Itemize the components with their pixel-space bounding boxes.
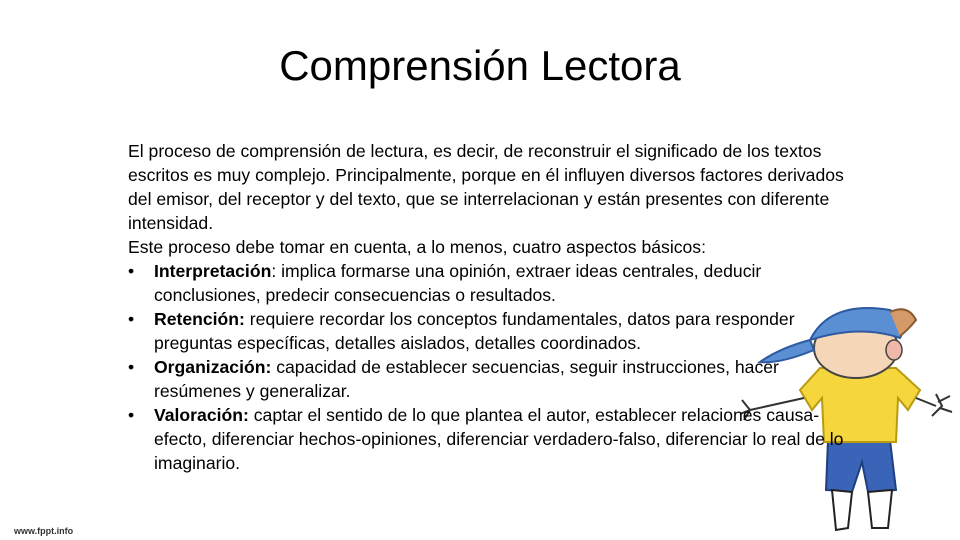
aspect-term: Interpretación [154,261,272,281]
aspect-description: : implica formarse una opinión, extraer ideas centrales, deducir conclusiones, predecir consecuencias o resultados. [154,261,762,305]
aspects-intro: Este proceso debe tomar en cuenta, a lo menos, cuatro aspectos básicos: [128,237,706,257]
aspect-term: Retención: [154,309,245,329]
list-item [128,403,868,475]
list-item [128,259,868,307]
bullet-icon: • [128,309,135,329]
list-item [128,307,868,355]
aspect-description: capacidad de establecer secuencias, seguir instrucciones, hacer resúmenes y generalizar. [154,357,779,401]
bullet-icon: • [128,357,135,377]
aspects-list [128,259,868,475]
bullet-icon: • [128,261,135,281]
aspect-term: Organización: [154,357,272,377]
footer-url: www.fppt.info [14,526,74,536]
aspect-description: requiere recordar los conceptos fundamentales, datos para responder preguntas específicas, detalles aislados, detalles coordinados. [154,309,795,353]
intro-paragraph: El proceso de comprensión de lectura, es decir, de reconstruir el significado de los textos escritos es muy complejo. Principalmente, porque en él influyen diversos factores derivados del emisor, del receptor y del texto, que se interrelacionan y están presentes con diferente intensidad. [128,141,844,233]
aspect-description: captar el sentido de lo que plantea el autor, establecer relaciones causa-efecto, diferenciar hechos-opiniones, diferenciar verdadero-falso, diferenciar lo real de lo imaginario. [154,405,844,473]
slide-body [128,139,868,475]
bullet-icon: • [128,405,135,425]
page-title: Comprensión Lectora [279,42,681,89]
list-item [128,355,868,403]
aspect-term: Valoración: [154,405,249,425]
